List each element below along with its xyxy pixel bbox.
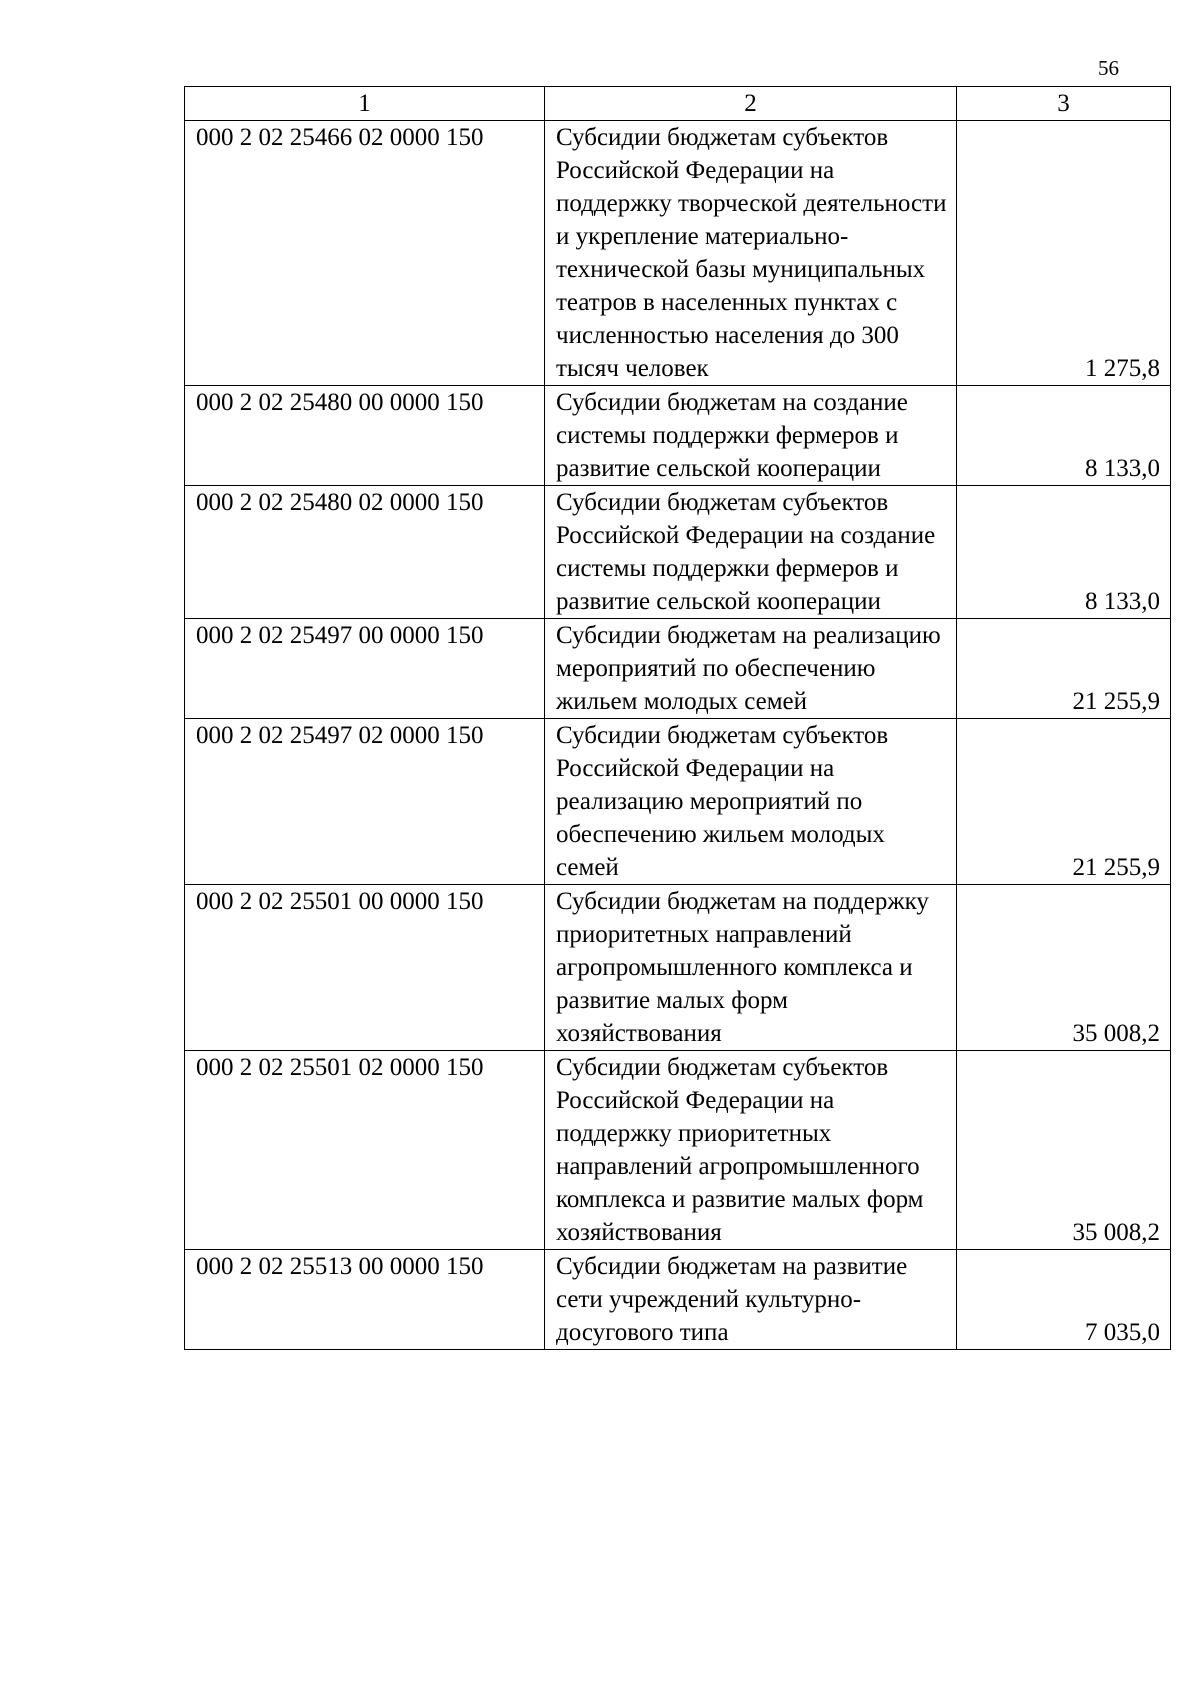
description-cell: Субсидии бюджетам на реализацию мероприятий по обеспечению жильем молодых семей [545,619,957,719]
description-cell: Субсидии бюджетам субъектов Российской Федерации на создание системы поддержки фермеров и развитие сельской кооперации [545,486,957,619]
table-row [185,386,1171,486]
budget-code-cell: 000 2 02 25501 00 0000 150 [185,885,545,1051]
amount-cell: 7 035,0 [957,1250,1171,1350]
amount-cell: 35 008,2 [957,1051,1171,1250]
table-row [185,486,1171,619]
column-header-2: 2 [545,87,957,121]
column-header-3: 3 [957,87,1171,121]
description-cell: Субсидии бюджетам субъектов Российской Федерации на поддержку приоритетных направлений агропромышленного комплекса и развитие малых форм хозяйствования [545,1051,957,1250]
page-number: 56 [1098,56,1119,80]
description-cell: Субсидии бюджетам субъектов Российской Федерации на реализацию мероприятий по обеспечению жильем молодых семей [545,719,957,885]
budget-code-cell: 000 2 02 25513 00 0000 150 [185,1250,545,1350]
amount-cell: 8 133,0 [957,386,1171,486]
amount-cell: 21 255,9 [957,719,1171,885]
table-row [185,121,1171,386]
description-cell: Субсидии бюджетам на поддержку приоритетных направлений агропромышленного комплекса и развитие малых форм хозяйствования [545,885,957,1051]
table-row [185,619,1171,719]
table-row [185,719,1171,885]
description-cell: Субсидии бюджетам субъектов Российской Федерации на поддержку творческой деятельности и укрепление материально-технической базы муниципальных театров в населенных пунктах с численностью населения до 300 тысяч человек [545,121,957,386]
amount-cell: 21 255,9 [957,619,1171,719]
column-header-1: 1 [185,87,545,121]
table-row [185,885,1171,1051]
table-row [185,1250,1171,1350]
amount-cell: 8 133,0 [957,486,1171,619]
amount-cell: 35 008,2 [957,885,1171,1051]
budget-code-cell: 000 2 02 25497 00 0000 150 [185,619,545,719]
table-row [185,1051,1171,1250]
amount-cell: 1 275,8 [957,121,1171,386]
description-cell: Субсидии бюджетам на создание системы поддержки фермеров и развитие сельской кооперации [545,386,957,486]
budget-code-cell: 000 2 02 25480 00 0000 150 [185,386,545,486]
budget-code-cell: 000 2 02 25497 02 0000 150 [185,719,545,885]
budget-table [184,86,1171,1350]
budget-code-cell: 000 2 02 25480 02 0000 150 [185,486,545,619]
description-cell: Субсидии бюджетам на развитие сети учреждений культурно-досугового типа [545,1250,957,1350]
budget-code-cell: 000 2 02 25501 02 0000 150 [185,1051,545,1250]
budget-code-cell: 000 2 02 25466 02 0000 150 [185,121,545,386]
table-header-row [185,87,1171,121]
